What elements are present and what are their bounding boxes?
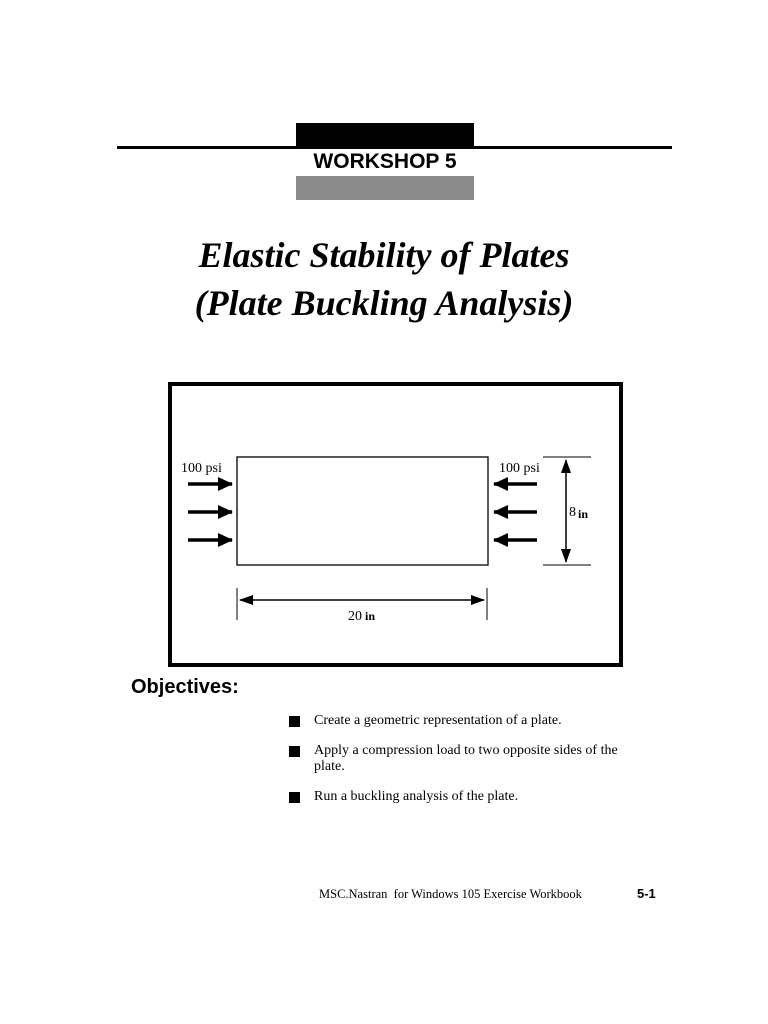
page-title-line-2: (Plate Buckling Analysis): [194, 283, 574, 323]
page-number: 5-1: [637, 886, 656, 901]
list-item: [288, 789, 668, 805]
width-value: 20: [348, 609, 362, 624]
objectives-list: [288, 713, 668, 819]
list-item: [288, 713, 668, 729]
width-dimension: [237, 588, 487, 620]
right-arrowhead-1: [493, 477, 508, 491]
width-unit: in: [365, 609, 376, 623]
right-load-label: 100 psi: [499, 461, 540, 476]
plate-rectangle: [237, 457, 488, 565]
objectives-heading: Objectives:: [131, 676, 239, 698]
list-item: [288, 743, 668, 775]
left-load-label: 100 psi: [181, 461, 222, 476]
objective-text: Apply a compression load to two opposite sides of the plate.: [314, 743, 618, 774]
left-arrowhead-3: [218, 533, 233, 547]
left-load-arrows: [188, 477, 233, 547]
square-bullet-icon: [289, 716, 300, 727]
height-value: 8: [569, 505, 576, 520]
objective-text: Create a geometric representation of a plate.: [314, 713, 562, 728]
square-bullet-icon: [289, 746, 300, 757]
objective-text: Run a buckling analysis of the plate.: [314, 789, 519, 804]
left-arrowhead-2: [218, 505, 233, 519]
workshop-label: WORKSHOP 5: [313, 150, 457, 173]
page-title-line-1: Elastic Stability of Plates: [198, 235, 570, 275]
right-load-arrows: [493, 477, 537, 547]
square-bullet-icon: [289, 792, 300, 803]
right-arrowhead-2: [493, 505, 508, 519]
right-arrowhead-3: [493, 533, 508, 547]
left-arrowhead-1: [218, 477, 233, 491]
height-unit: in: [578, 507, 589, 521]
footer-workbook-title: MSC.Nastran for Windows 105 Exercise Workbook: [319, 887, 582, 901]
